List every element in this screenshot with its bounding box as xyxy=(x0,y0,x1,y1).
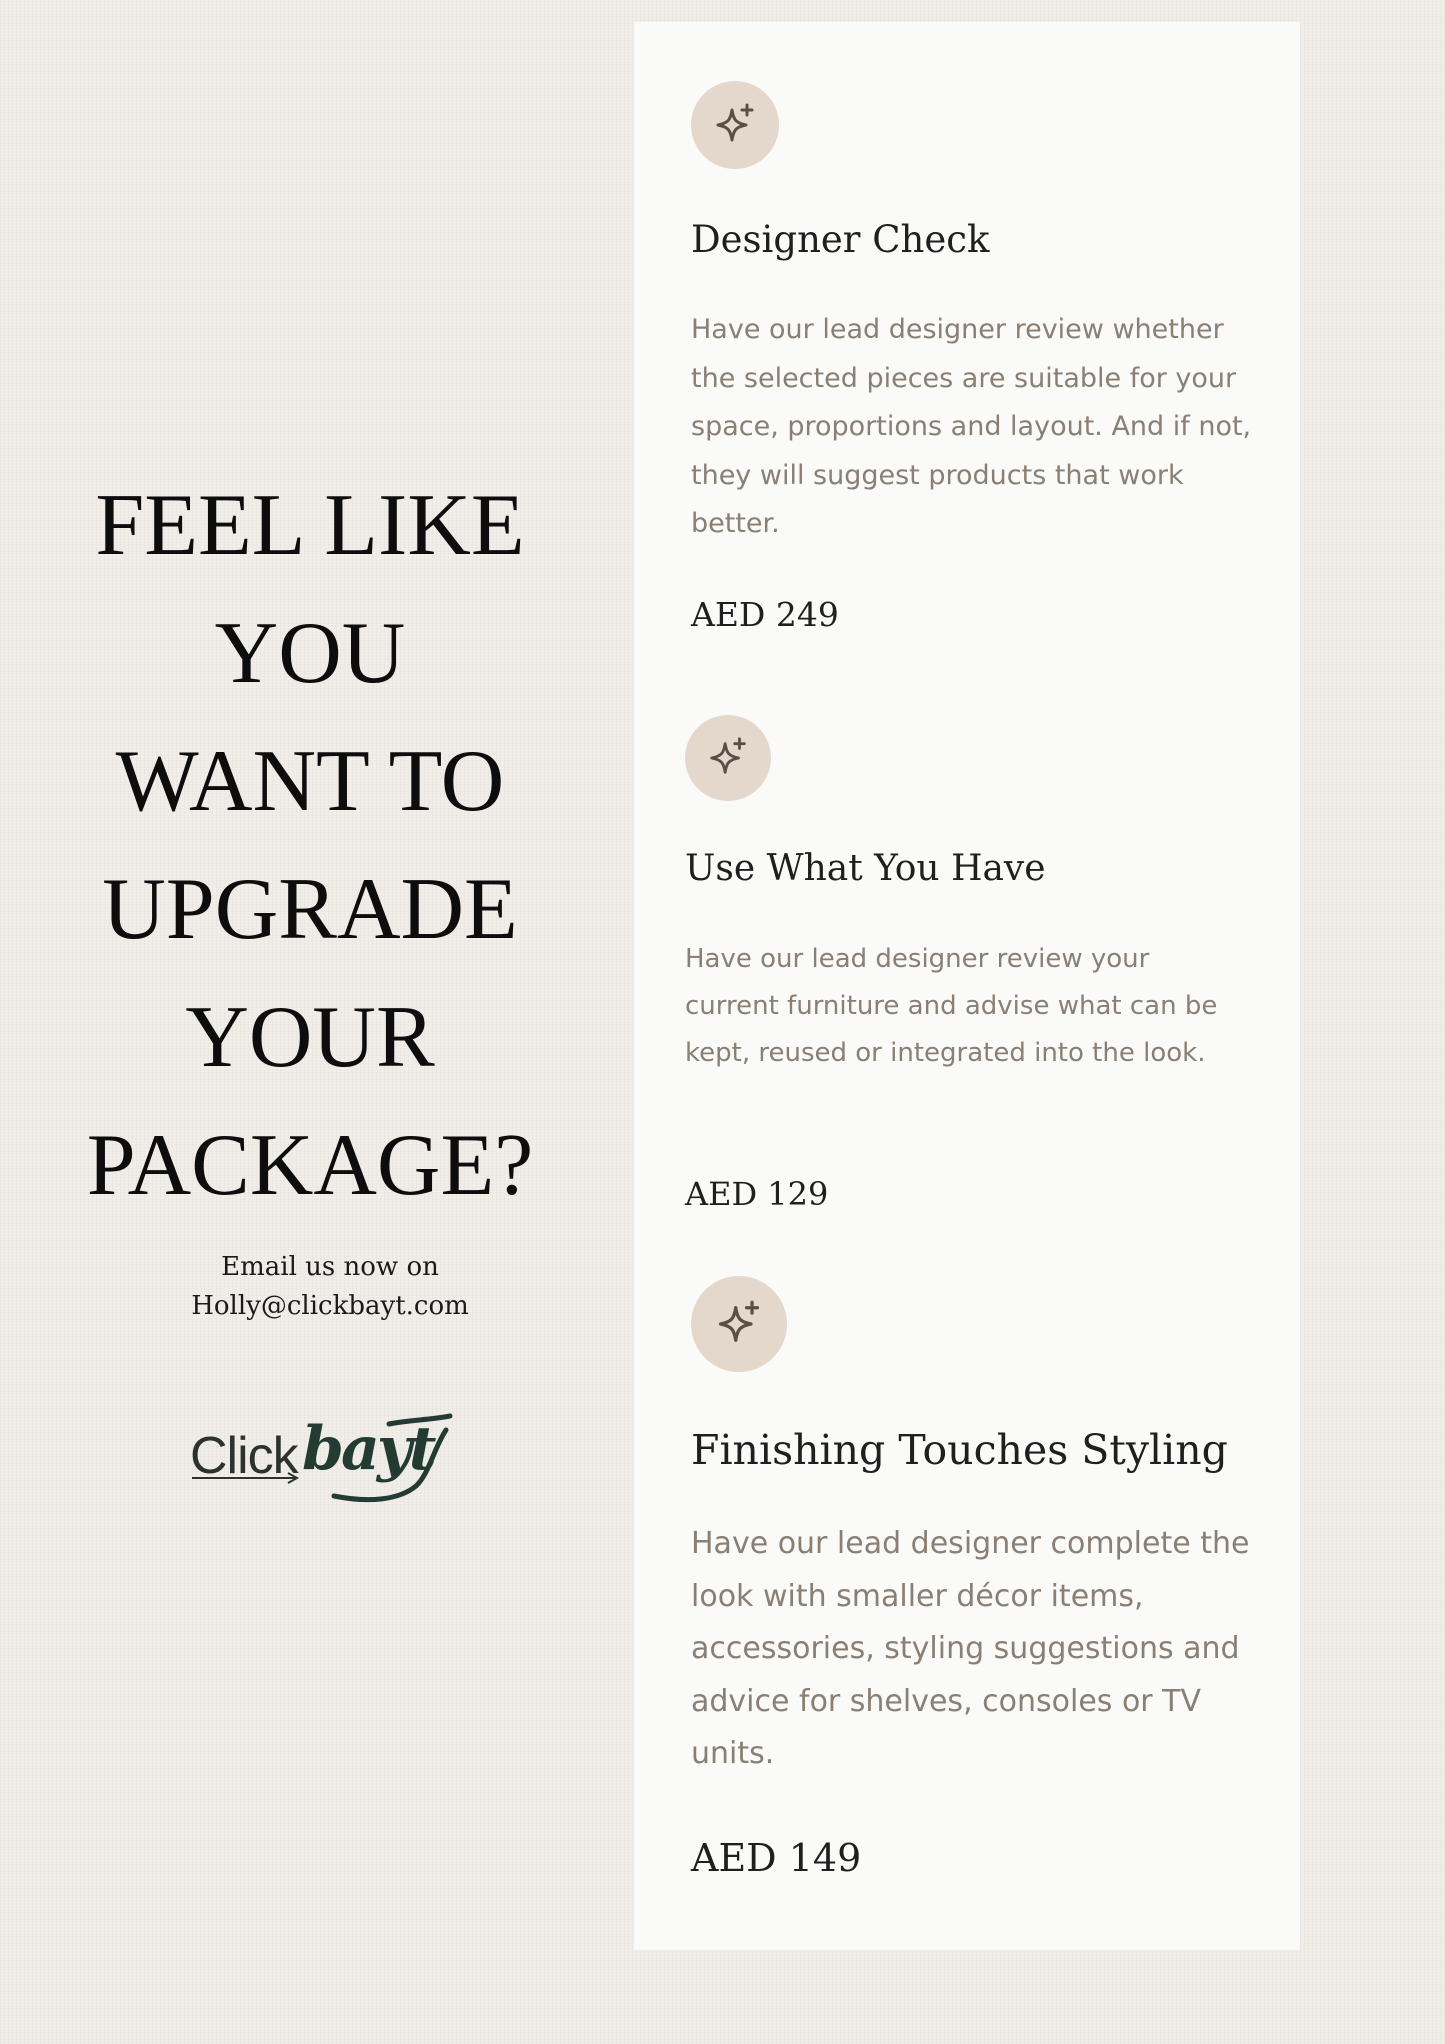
service-title: Designer Check xyxy=(691,218,990,261)
service-title: Finishing Touches Styling xyxy=(691,1426,1228,1474)
contact-block xyxy=(130,1248,530,1326)
logo-arrow-underline xyxy=(184,1408,454,1508)
service-price: AED 149 xyxy=(691,1836,862,1880)
headline-line: PACKAGE? xyxy=(86,1117,534,1214)
sparkle-icon xyxy=(685,715,771,801)
service-title: Use What You Have xyxy=(685,848,1046,889)
service-description: Have our lead designer complete the look with smaller décor items, accessories, styling suggestions and advice for shelves, consoles or TV units. xyxy=(691,1526,1250,1771)
promo-headline xyxy=(20,462,600,1230)
service-description: Have our lead designer review whether the selected pieces are suitable for your space, proportions and layout. And if not, they will suggest products that work better. xyxy=(691,314,1252,539)
service-price: AED 129 xyxy=(685,1175,829,1213)
sparkle-icon xyxy=(691,81,779,169)
contact-email[interactable]: Holly@clickbayt.com xyxy=(191,1291,469,1321)
headline-line: UPGRADE xyxy=(102,861,518,958)
clickbayt-logo xyxy=(184,1408,454,1508)
service-description: Have our lead designer review your current furniture and advise what can be kept, reused or integrated into the look. xyxy=(685,944,1218,1068)
contact-prompt: Email us now on xyxy=(221,1252,439,1282)
promo-section xyxy=(0,0,625,2044)
logo-text-light: Click xyxy=(190,1427,298,1485)
headline-line: YOU xyxy=(214,605,406,702)
service-price: AED 249 xyxy=(691,595,839,634)
sparkle-icon xyxy=(691,1276,787,1372)
headline-line: FEEL LIKE xyxy=(95,477,525,574)
headline-line: YOUR xyxy=(185,989,435,1086)
logo-text-bold: bayt xyxy=(302,1414,434,1484)
headline-line: WANT TO xyxy=(115,733,505,830)
services-card xyxy=(634,22,1300,1950)
